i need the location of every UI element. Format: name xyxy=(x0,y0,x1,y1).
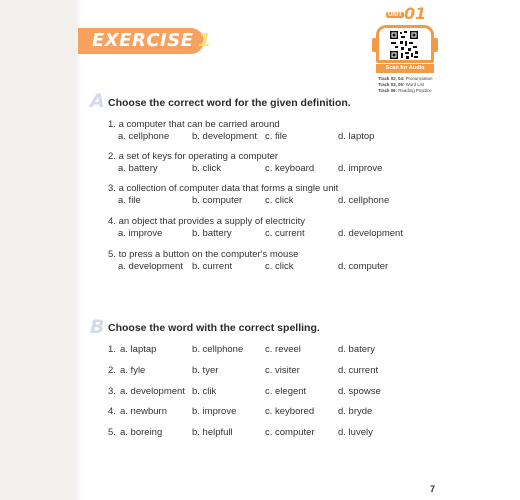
answer-option[interactable]: d. laptop xyxy=(338,131,375,142)
unit-number: 01 xyxy=(404,4,427,23)
scan-for-audio-label: Scan for Audio xyxy=(376,64,434,73)
answer-option[interactable]: a. development xyxy=(118,261,183,272)
answer-option[interactable]: b. click xyxy=(192,163,222,174)
spelling-row-number: 3. xyxy=(108,386,116,397)
track-list xyxy=(378,76,442,94)
answer-option[interactable]: b. clik xyxy=(192,386,217,397)
question-4: 4. an object that provides a supply of electricity xyxy=(108,216,305,227)
exercise-number: 1 xyxy=(198,30,212,51)
spelling-row-number: 2. xyxy=(108,365,116,376)
spine-shadow xyxy=(76,0,82,500)
answer-option[interactable]: c. keybored xyxy=(265,406,315,417)
exercise-label: EXERCISE xyxy=(92,30,194,51)
answer-option[interactable]: a. development xyxy=(120,386,185,397)
answer-option[interactable]: c. click xyxy=(265,261,294,272)
answer-option[interactable]: b. current xyxy=(192,261,233,272)
answer-option[interactable]: c. keyboard xyxy=(265,163,315,174)
answer-option[interactable]: a. improve xyxy=(118,228,163,239)
answer-option[interactable]: a. fyle xyxy=(120,365,146,376)
answer-option[interactable]: b. cellphone xyxy=(192,344,244,355)
section-b-letter: B xyxy=(90,316,105,338)
section-a-title: Choose the correct word for the given definition. xyxy=(108,97,351,109)
answer-option[interactable]: b. tyer xyxy=(192,365,219,376)
exercise-title xyxy=(92,29,212,53)
answer-option[interactable]: b. development xyxy=(192,131,257,142)
answer-option[interactable]: c. file xyxy=(265,131,288,142)
answer-option[interactable]: c. computer xyxy=(265,427,315,438)
answer-option[interactable]: d. improve xyxy=(338,163,383,174)
answer-option[interactable]: c. current xyxy=(265,228,305,239)
track-item: Track 06: Reading Practice xyxy=(378,88,432,93)
spelling-row-number: 1. xyxy=(108,344,116,355)
unit-word: UNIT xyxy=(388,12,402,18)
answer-option[interactable]: d. luvely xyxy=(338,427,373,438)
answer-option[interactable]: b. computer xyxy=(192,195,243,206)
answer-option[interactable]: c. reveel xyxy=(265,344,301,355)
question-2: 2. a set of keys for operating a computer xyxy=(108,151,279,162)
answer-option[interactable]: d. computer xyxy=(338,261,389,272)
answer-option[interactable]: d. development xyxy=(338,228,403,239)
answer-option[interactable]: b. helpfull xyxy=(192,427,233,438)
spelling-row-number: 5. xyxy=(108,427,116,438)
answer-option[interactable]: a. cellphone xyxy=(118,131,170,142)
question-1: 1. a computer that can be carried around xyxy=(108,119,280,130)
track-item: Track 03, 05: Word List xyxy=(378,82,425,87)
unit-badge xyxy=(376,6,432,22)
track-item: Track 02, 04: Pronunciation xyxy=(378,76,433,81)
page-spine xyxy=(0,0,76,500)
section-a-letter: A xyxy=(90,90,105,112)
question-3: 3. a collection of computer data that forms a single unit xyxy=(108,183,339,194)
answer-option[interactable]: d. bryde xyxy=(338,406,373,417)
spelling-row-number: 4. xyxy=(108,406,116,417)
answer-option[interactable]: a. file xyxy=(118,195,141,206)
answer-option[interactable]: c. click xyxy=(265,195,294,206)
answer-option[interactable]: a. boreing xyxy=(120,427,163,438)
answer-option[interactable]: c. elegent xyxy=(265,386,307,397)
answer-option[interactable]: a. newburn xyxy=(120,406,168,417)
answer-option[interactable]: b. battery xyxy=(192,228,232,239)
page-number: 7 xyxy=(430,484,436,494)
answer-option[interactable]: a. laptap xyxy=(120,344,157,355)
qr-code-icon[interactable] xyxy=(389,30,419,60)
answer-option[interactable]: d. spowse xyxy=(338,386,381,397)
answer-option[interactable]: c. visiter xyxy=(265,365,300,376)
answer-option[interactable]: d. batery xyxy=(338,344,375,355)
answer-option[interactable]: d. cellphone xyxy=(338,195,390,206)
answer-option[interactable]: b. improve xyxy=(192,406,237,417)
section-b-title: Choose the word with the correct spelling. xyxy=(108,322,320,334)
answer-option[interactable]: d. current xyxy=(338,365,379,376)
question-5: 5. to press a button on the computer's mouse xyxy=(108,249,299,260)
answer-option[interactable]: a. battery xyxy=(118,163,158,174)
